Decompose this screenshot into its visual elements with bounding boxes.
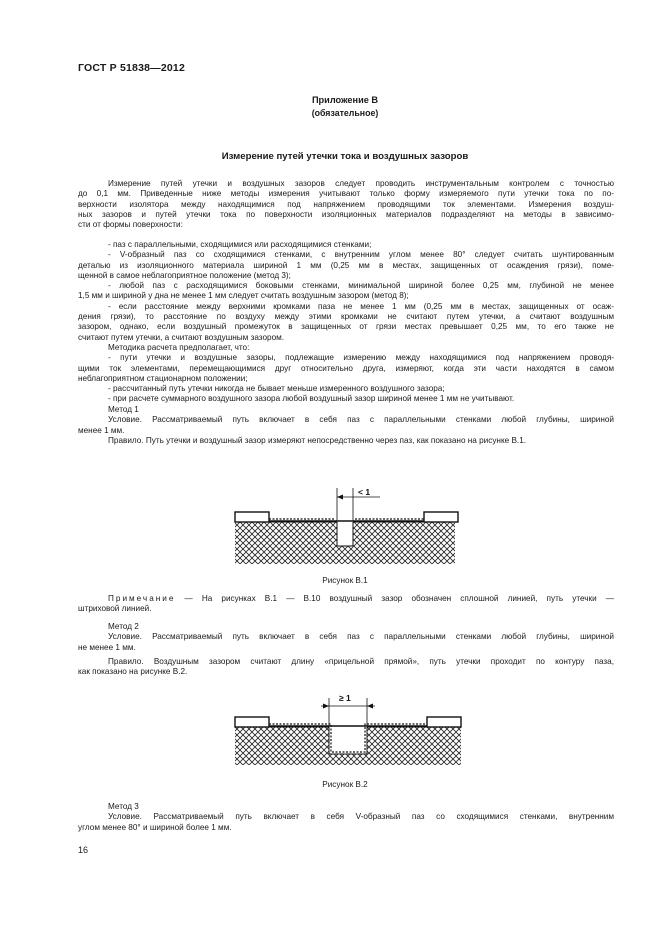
figure-b1-caption: Рисунок В.1: [322, 576, 368, 585]
insulator-body: [235, 727, 461, 765]
text-line: ных зазоров и путей утечки тока по поверхности изоляционных материалов подразделяют на методы в зависимо-: [78, 209, 614, 219]
dimension-label: < 1: [358, 487, 371, 497]
text-line: как показано на рисунке В.2.: [78, 667, 188, 677]
text-line: верхности изолятора между находящимися под напряжением проводящими ток элементами. Измерения воздуш-: [78, 199, 614, 209]
method-label: Метод 2: [108, 622, 139, 631]
appendix-title: Приложение В: [311, 95, 379, 105]
method-condition: Условие. Рассматриваемый путь включает в себя V-образный паз со сходящимися стенками, внутренним: [108, 812, 614, 822]
text-line: считают путем утечки, а считают воздушным зазором.: [78, 332, 285, 342]
list-item: - любой паз с расходящимися боковыми стенками, минимальной шириной более 0,25 мм, глубиной не менее: [108, 281, 614, 291]
method3-block: [78, 802, 614, 833]
text-line: углом менее 80° и шириной более 1 мм.: [78, 822, 232, 832]
text-line: щими ток элементами, перемещающимися друг относительно друга, измеряют, когда эти части находятся в самом: [78, 363, 614, 373]
text-line: деталью из изоляционного материала шириной 1 мм (0,25 мм в местах, защищенных от осаждения грязи), поме-: [78, 260, 614, 270]
text-line: щенной в самое неблагоприятное положение (метод 3);: [78, 270, 291, 280]
method-condition: Условие. Рассматриваемый путь включает в себя паз с параллельными стенками любой глубины, шириной: [108, 632, 614, 642]
method-rule: Правило. Путь утечки и воздушный зазор измеряют непосредственно через паз, как показано на рисунке В.1.: [108, 435, 527, 445]
document-header: ГОСТ Р 51838—2012: [78, 62, 186, 74]
list-item: - если расстояние между верхними кромками паза не менее 1 мм (0,25 мм в местах, защищенных от осаж-: [108, 301, 614, 311]
list-item: - пути утечки и воздушные зазоры, подлежащие измерению между находящимися под напряжением проводя-: [108, 353, 614, 363]
text-line: зазором, однако, если воздушный промежуток в защищенных от грязи местах превышает 0,25 мм, то его также не: [78, 322, 614, 332]
method-label: Метод 1: [108, 405, 139, 414]
text-line: Измерение путей утечки и воздушных зазоров следует проводить инструментальным контролем с точностью: [108, 179, 614, 188]
text-line: менее 1 мм.: [78, 425, 125, 435]
page-number: 16: [78, 845, 89, 855]
method-condition: Условие. Рассматриваемый путь включает в себя паз с параллельными стенками любой глубины, шириной: [108, 415, 614, 425]
text-line: неблагоприятном стационарном положении;: [78, 373, 248, 383]
section-title: Измерение путей утечки тока и воздушных зазоров: [221, 151, 469, 162]
list-item: - паз с параллельными, сходящимися или расходящимися стенками;: [108, 240, 372, 249]
figure-b2-caption: Рисунок В.2: [322, 780, 368, 789]
method-rule: Правило. Воздушным зазором считают длину «прицельной прямой», путь утечки проходит по контуру паза,: [108, 656, 614, 666]
text-line: Методика расчета предполагает, что:: [108, 343, 250, 352]
dimension-label: ≥ 1: [339, 693, 351, 703]
text-line: 1,5 мм и шириной у дна не менее 1 мм следует считать воздушным зазором (метод 8);: [78, 291, 409, 301]
text-line: дения грязи), то расстояние по воздуху между этими кромками не считают путем утечки, а считают воздушным: [78, 312, 614, 322]
text-line: не менее 1 мм.: [78, 642, 136, 652]
note-line: штриховой линией.: [78, 604, 152, 614]
list-item: - рассчитанный путь утечки никогда не бывает меньше измеренного воздушного зазора;: [108, 384, 445, 394]
list-item: - при расчете суммарного воздушного зазора любой воздушный зазор шириной менее 1 мм не учитывают.: [108, 394, 515, 404]
list-item: - V-образный паз со сходящимися стенками, с внутренним углом менее 80° следует считать шунтированным: [108, 250, 614, 260]
note-prefix: Примечание: [108, 594, 176, 603]
text-line: до 0,1 мм. Приведенные ниже методы измерения учитывают только форму измеряемого пути утечки тока по по-: [78, 189, 614, 199]
note-text: — На рисунках В.1 — В.10 воздушный зазор обозначен сплошной линией, путь утечки —: [175, 594, 614, 603]
appendix-status: (обязательное): [311, 108, 379, 118]
method-label: Метод 3: [108, 802, 139, 811]
text-line: сти от формы поверхности:: [78, 220, 183, 230]
